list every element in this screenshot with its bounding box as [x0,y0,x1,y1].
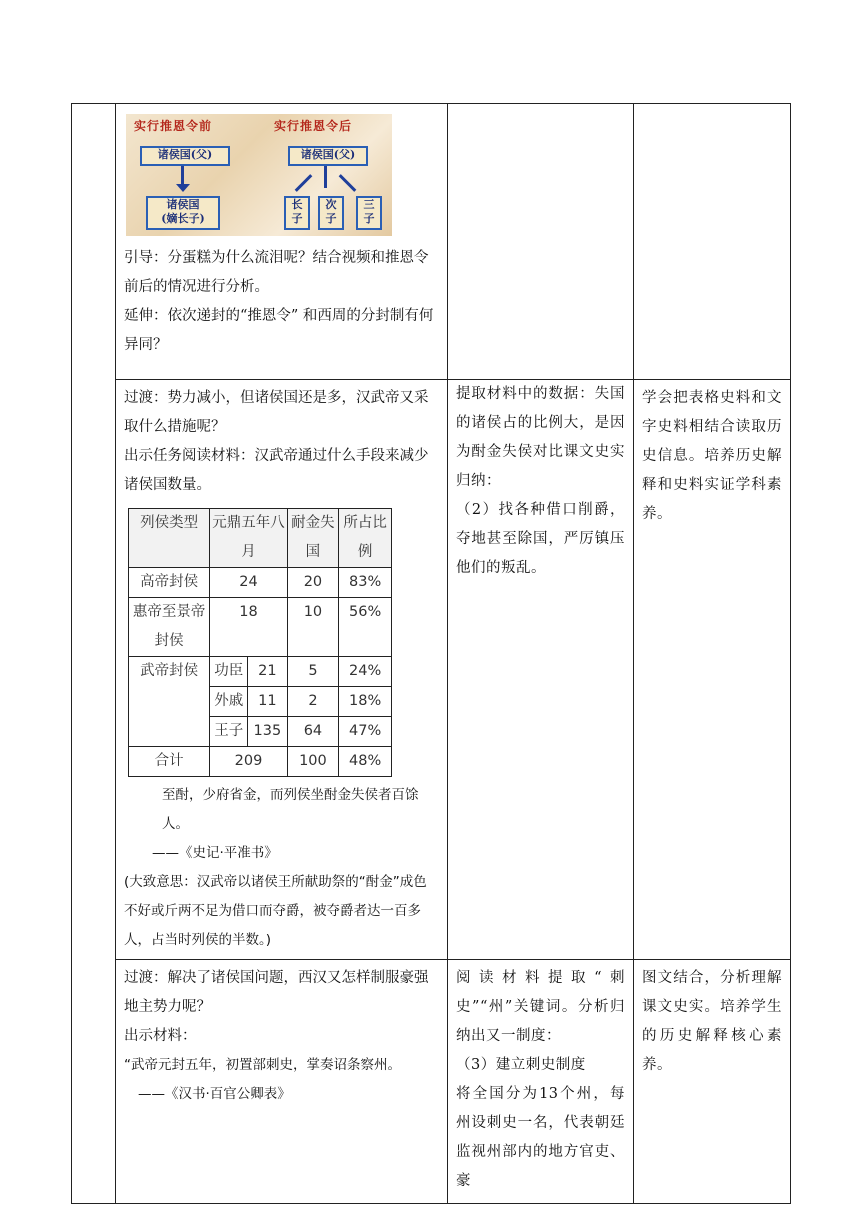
data-table-row [129,657,392,687]
diagram-right-header: 实行推恩令后 [274,119,353,133]
transition-text: 过渡：解决了诸侯国问题，西汉又怎样制服豪强地主势力呢？ [124,970,429,1015]
diagram-son-third: 三 子 [356,196,382,230]
data-cell: 18 [210,598,287,657]
transition-text: 过渡：势力减小，但诸侯国还是多，汉武帝又采取什么措施呢？ [124,390,429,435]
data-cell: 24% [339,657,392,687]
diagram-left-child: 诸侯国 (嫡长子) [146,196,220,230]
data-cell: 18% [339,687,392,717]
data-cell: 100 [287,747,339,777]
data-header-cell: 耐金失国 [287,509,339,568]
data-cell: 64 [287,717,339,747]
table-row [72,104,791,380]
diagram-arrow [181,166,184,186]
data-cell: 56% [339,598,392,657]
data-cell: 24 [210,568,287,598]
design-intent-cell [634,960,791,1204]
data-cell: 高帝封侯 [129,568,210,598]
teacher-activity-cell [116,960,448,1204]
data-table-header [129,509,392,568]
extend-text: 延伸：依次递封的“推恩令” 和西周的分封制有何异同？ [124,308,434,353]
data-cell: 21 [248,657,288,687]
diagram-arrow [339,174,357,192]
student-point-3: （3）建立刺史制度 [456,1057,586,1073]
data-cell: 47% [339,717,392,747]
teacher-activity-cell [116,104,448,380]
data-cell: 5 [287,657,339,687]
data-cell: 武帝封侯 [129,657,210,747]
left-margin-cell [72,104,116,1204]
lesson-plan-table [71,103,791,1204]
data-table-row [129,747,392,777]
data-cell: 王子 [210,717,248,747]
hanshu-source: ——《汉书·百官公卿表》 [138,1086,291,1102]
student-extract-text: 提取材料中的数据：失国的诸侯占的比例大，是因为酎金失侯对比课文史实归纳： [456,386,625,489]
shiji-quote: 至酎，少府省金，而列侯坐酎金失侯者百馀人。 [162,787,419,832]
diagram-son-eldest: 长 子 [284,196,310,230]
data-cell: 209 [210,747,287,777]
student-detail-text: 将全国分为13个州，每州设刺史一名，代表朝廷监视州部内的地方官吏、豪 [456,1086,625,1189]
meaning-text: (大致意思：汉武帝以诸侯王所献助祭的“酎金”成色不好或斤两不足为借口而夺爵，被夺爵者达一百多人，占当时列侯的半数。) [124,874,427,948]
data-cell: 135 [248,717,288,747]
data-header-cell: 所占比例 [339,509,392,568]
diagram-arrow [295,174,313,192]
data-header-cell: 元鼎五年八月 [210,509,287,568]
data-table-row [129,598,392,657]
data-cell: 48% [339,747,392,777]
hanshu-quote: “武帝元封五年，初置部刺史，掌奏诏条察州。 [124,1057,401,1073]
shiji-source: ——《史记·平准书》 [152,845,278,861]
design-intent-cell [634,380,791,960]
student-activity-cell [448,380,634,960]
table-row [72,960,791,1204]
data-cell: 功臣 [210,657,248,687]
design-intent-text: 学会把表格史料和文字史料相结合读取历史信息。培养历史解释和史料实证学科素养。 [642,390,782,522]
student-intro-text: 阅读材料提取“刺史”“州”关键词。分析归纳出又一制度： [456,970,625,1044]
student-point-2: （2）找各种借口削爵，夺地甚至除国，严厉镇压他们的叛乱。 [456,502,625,576]
design-intent-cell [634,104,791,380]
diagram-arrow [324,166,327,188]
data-cell: 10 [287,598,339,657]
teacher-activity-cell [116,380,448,960]
data-cell: 83% [339,568,392,598]
data-cell: 合计 [129,747,210,777]
data-header-cell: 列侯类型 [129,509,210,568]
material-label: 出示材料： [124,1028,197,1044]
diagram-arrowhead [176,184,190,192]
data-table-row [129,568,392,598]
diagram-son-second: 次 子 [318,196,344,230]
student-activity-cell [448,104,634,380]
data-cell: 11 [248,687,288,717]
table-row [72,380,791,960]
data-cell: 惠帝至景帝封侯 [129,598,210,657]
diagram-left-parent: 诸侯国(父) [140,146,230,166]
data-cell: 2 [287,687,339,717]
design-intent-text: 图文结合，分析理解课文史实。培养学生的历史解释核心素养。 [642,970,782,1073]
data-cell: 外戚 [210,687,248,717]
task-text: 出示任务阅读材料：汉武帝通过什么手段来减少诸侯国数量。 [124,448,429,493]
diagram-left-header: 实行推恩令前 [134,119,213,133]
fief-data-table-image [128,508,392,777]
data-cell: 20 [287,568,339,598]
tuien-diagram-image [126,114,392,236]
guide-text: 引导：分蛋糕为什么流泪呢？结合视频和推恩令前后的情况进行分析。 [124,250,429,295]
student-activity-cell [448,960,634,1204]
diagram-right-parent: 诸侯国(父) [288,146,368,166]
